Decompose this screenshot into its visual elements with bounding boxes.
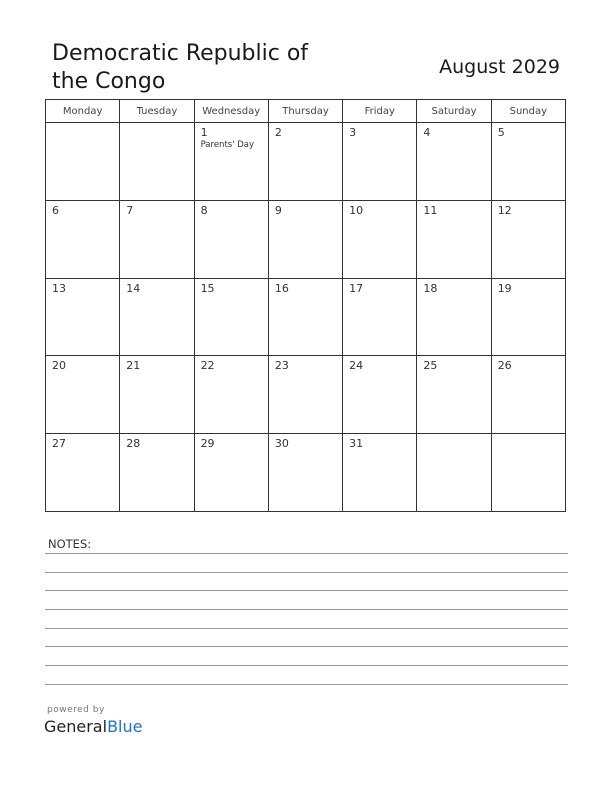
day-number: 20 bbox=[52, 359, 66, 373]
day-cell bbox=[194, 278, 268, 356]
day-number: 2 bbox=[274, 126, 282, 139]
day-number: 17 bbox=[349, 281, 364, 295]
day-cell bbox=[46, 123, 120, 201]
day-number: 24 bbox=[349, 359, 364, 373]
day-cell bbox=[120, 356, 194, 434]
weekday-thursday: Thursday bbox=[268, 100, 342, 123]
day-number: 15 bbox=[200, 281, 215, 295]
day-cell bbox=[268, 278, 342, 356]
day-cell bbox=[343, 200, 417, 278]
day-cell bbox=[268, 200, 342, 278]
day-number: 18 bbox=[423, 281, 438, 295]
country-name-line1: Democratic Republic of bbox=[52, 41, 309, 66]
day-number: 4 bbox=[423, 126, 431, 139]
day-cell bbox=[120, 123, 194, 201]
day-cell bbox=[417, 278, 491, 356]
day-number: 11 bbox=[423, 203, 438, 217]
day-number: 29 bbox=[200, 437, 215, 451]
day-number: 26 bbox=[497, 359, 512, 373]
weekday-wednesday: Wednesday bbox=[194, 100, 268, 123]
note-line bbox=[45, 590, 568, 591]
day-cell bbox=[46, 278, 120, 356]
powered-by-text: powered by bbox=[47, 705, 105, 715]
day-number: 27 bbox=[52, 437, 66, 451]
day-number: 5 bbox=[497, 126, 505, 139]
day-cell bbox=[120, 278, 194, 356]
day-number: 19 bbox=[497, 281, 512, 295]
month-year: August 2029 bbox=[439, 56, 560, 78]
note-line bbox=[45, 646, 568, 647]
note-line bbox=[45, 553, 568, 554]
day-number: 12 bbox=[497, 203, 512, 217]
day-cell bbox=[417, 434, 491, 512]
note-line bbox=[45, 628, 568, 629]
calendar-title bbox=[52, 40, 352, 96]
day-number: 10 bbox=[349, 203, 364, 217]
calendar-grid bbox=[45, 99, 566, 512]
day-number: 21 bbox=[126, 359, 141, 373]
day-cell bbox=[46, 356, 120, 434]
day-number: 31 bbox=[349, 437, 364, 451]
day-number: 7 bbox=[126, 203, 134, 217]
day-number: 14 bbox=[126, 281, 141, 295]
weekday-header-row bbox=[46, 100, 566, 123]
day-cell bbox=[194, 200, 268, 278]
day-cell bbox=[417, 123, 491, 201]
day-number: 25 bbox=[423, 359, 438, 373]
weekday-friday: Friday bbox=[343, 100, 417, 123]
day-cell bbox=[491, 278, 565, 356]
day-cell bbox=[120, 200, 194, 278]
weekday-tuesday: Tuesday bbox=[120, 100, 194, 123]
day-cell bbox=[194, 434, 268, 512]
day-cell bbox=[268, 356, 342, 434]
note-line bbox=[45, 665, 568, 666]
day-cell bbox=[194, 356, 268, 434]
day-cell bbox=[491, 200, 565, 278]
day-cell bbox=[417, 200, 491, 278]
day-cell bbox=[491, 434, 565, 512]
week-row bbox=[46, 278, 566, 356]
day-number: 28 bbox=[126, 437, 141, 451]
day-cell bbox=[343, 278, 417, 356]
day-number: 1 bbox=[200, 126, 208, 139]
day-cell bbox=[343, 434, 417, 512]
day-cell bbox=[194, 123, 268, 201]
calendar-body bbox=[46, 123, 566, 512]
day-cell bbox=[417, 356, 491, 434]
day-number: 6 bbox=[52, 203, 59, 217]
day-cell bbox=[268, 434, 342, 512]
holiday-label: Parents' Day bbox=[200, 140, 255, 150]
day-number: 3 bbox=[349, 126, 357, 139]
week-row bbox=[46, 200, 566, 278]
brand-blue: Blue bbox=[107, 717, 143, 736]
day-number: 23 bbox=[274, 359, 289, 373]
weekday-sunday: Sunday bbox=[491, 100, 565, 123]
brand-logo bbox=[44, 717, 142, 736]
day-cell bbox=[46, 434, 120, 512]
day-cell bbox=[491, 123, 565, 201]
brand-general: General bbox=[44, 717, 108, 736]
day-number: 22 bbox=[200, 359, 215, 373]
day-cell bbox=[120, 434, 194, 512]
day-cell bbox=[343, 356, 417, 434]
day-cell bbox=[343, 123, 417, 201]
note-line bbox=[45, 609, 568, 610]
weekday-saturday: Saturday bbox=[417, 100, 491, 123]
week-row bbox=[46, 123, 566, 201]
weekday-monday: Monday bbox=[46, 100, 120, 123]
day-cell bbox=[46, 200, 120, 278]
week-row bbox=[46, 356, 566, 434]
day-number: 13 bbox=[52, 281, 66, 295]
note-line bbox=[45, 684, 568, 685]
notes-label: NOTES: bbox=[48, 537, 92, 551]
note-line bbox=[45, 572, 568, 573]
day-number: 9 bbox=[274, 203, 282, 217]
day-number: 8 bbox=[200, 203, 208, 217]
week-row bbox=[46, 434, 566, 512]
country-name-line2: the Congo bbox=[52, 69, 166, 94]
day-cell bbox=[491, 356, 565, 434]
day-number: 30 bbox=[274, 437, 289, 451]
day-number: 16 bbox=[274, 281, 289, 295]
day-cell bbox=[268, 123, 342, 201]
